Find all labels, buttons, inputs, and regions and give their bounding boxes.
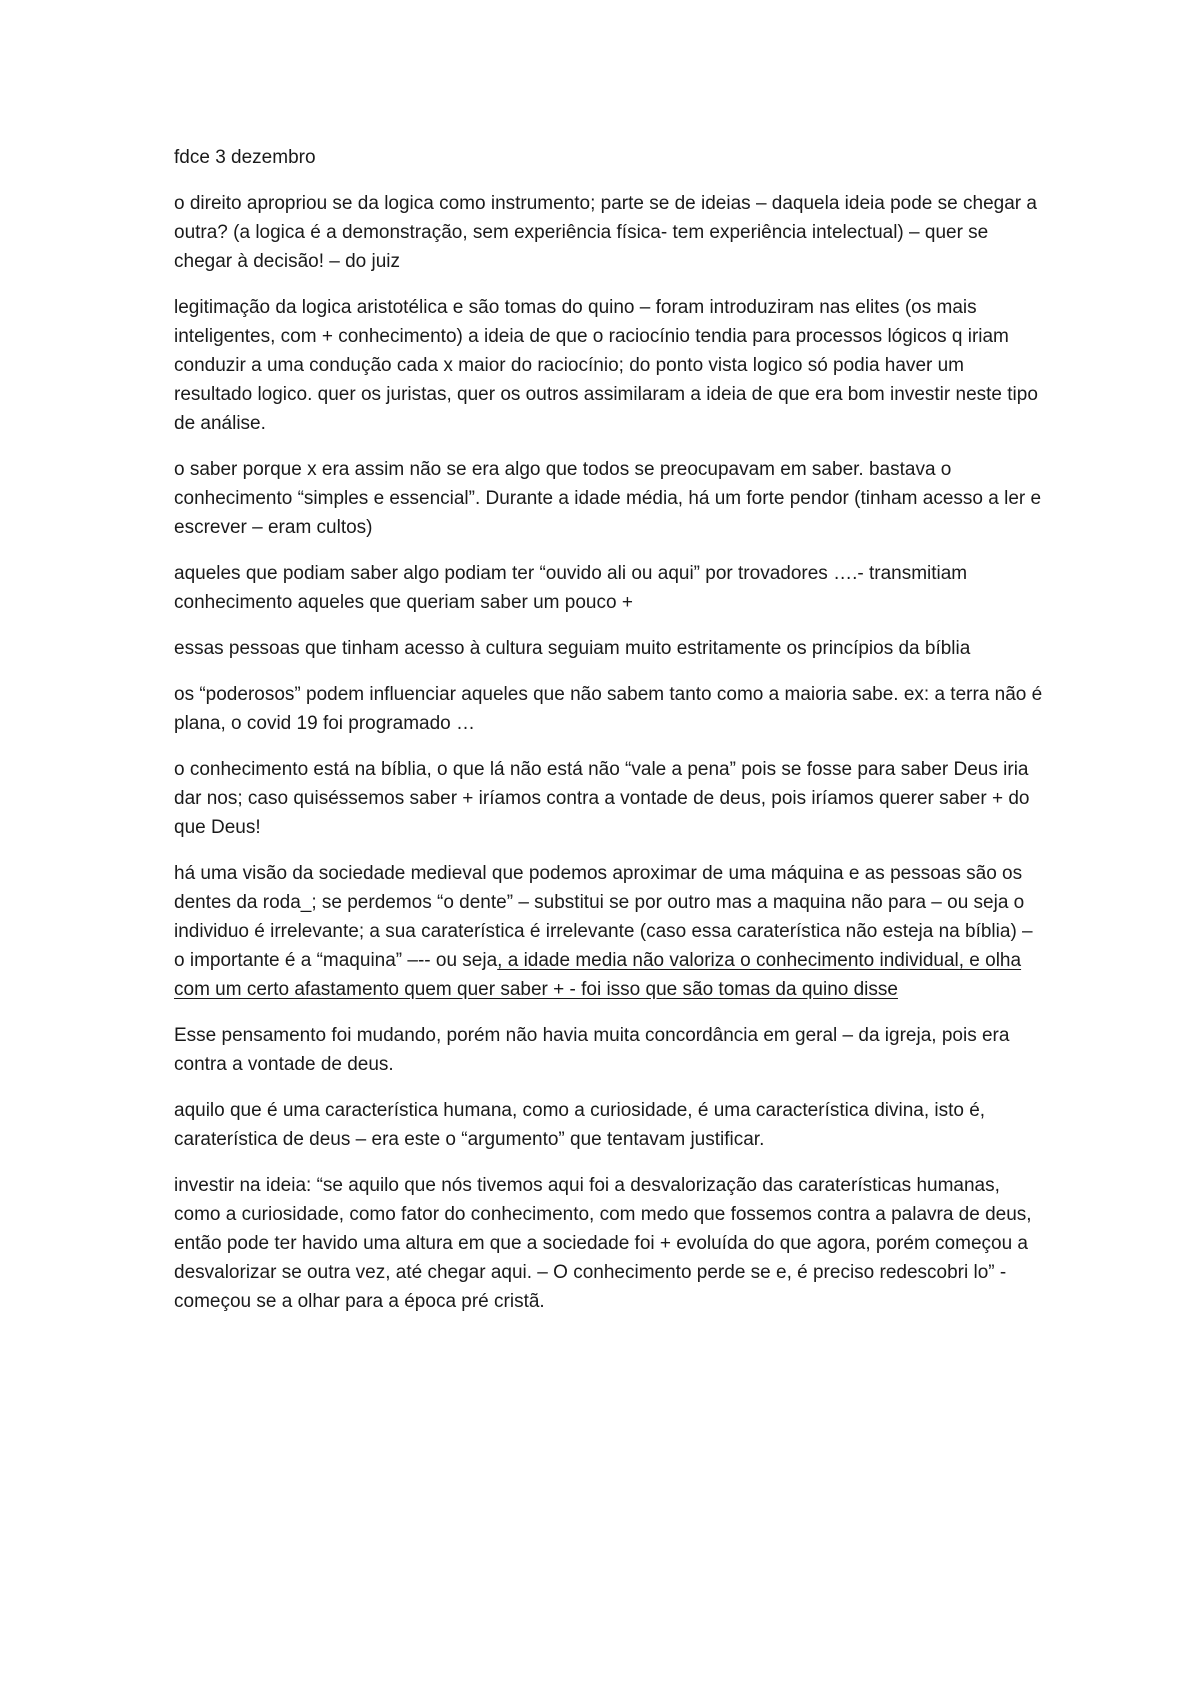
paragraph-knowledge-in-bible: o conhecimento está na bíblia, o que lá não está não “vale a pena” pois se fosse para saber Deus iria dar nos; caso quiséssemos saber + iríamos contra a vontade de deus, pois iríamos querer saber + do que Deus! bbox=[174, 759, 1030, 838]
machine-text-plain: há uma visão da sociedade medieval que podemos aproximar de uma máquina e as pessoas são os dentes da roda_; se perdemos “o dente” – substitui se por outro mas a maquina não para – ou seja o individuo é irrelevante; a sua caraterística é irrelevante (caso essa caraterística não esteja na bíblia) – o importante é a “maquina” –-- ou seja bbox=[174, 863, 1033, 971]
paragraph-invest-in-idea: investir na ideia: “se aquilo que nós tivemos aqui foi a desvalorização das caraterísticas humanas, como a curiosidade, como fator do conhecimento, com medo que fossemos contra a palavra de deus, então pode ter havido uma altura em que a sociedade foi + evoluída do que agora, porém começou a desvalorizar se outra vez, até chegar aqui. – O conhecimento perde se e, é preciso redescobri lo” - começou se a olhar para a época pré cristã. bbox=[174, 1175, 1032, 1312]
paragraph-aristotelian-logic: legitimação da logica aristotélica e são tomas do quino – foram introduziram nas elites (os mais inteligentes, com + conhecimento) a ideia de que o raciocínio tendia para processos lógicos q iriam conduzir a uma condução cada x maior do raciocínio; do ponto vista logico só podia haver um resultado logico. quer os juristas, quer os outros assimilaram a ideia de que era bom investir neste tipo de análise. bbox=[174, 297, 1038, 434]
paragraph-logic-instrument: o direito apropriou se da logica como instrumento; parte se de ideias – daquela ideia pode se chegar a outra? (a logica é a demonstração, sem experiência física- tem experiência intelectual) – quer se chegar à decisão! – do juiz bbox=[174, 193, 1037, 272]
paragraph-bible-principles: essas pessoas que tinham acesso à cultura seguiam muito estritamente os princípios da bíblia bbox=[174, 638, 971, 659]
machine-text-underlined: , a idade media não valoriza o conhecimento individual, e olha com um certo afastamento quem quer saber + - foi isso que são tomas da quino disse bbox=[174, 950, 1022, 1000]
paragraph-thinking-changing: Esse pensamento foi mudando, porém não havia muita concordância em geral – da igreja, pois era contra a vontade de deus. bbox=[174, 1025, 1010, 1075]
paragraph-troubadours: aqueles que podiam saber algo podiam ter “ouvido ali ou aqui” por trovadores ….- transmitiam conhecimento aqueles que queriam saber um pouco + bbox=[174, 563, 968, 613]
paragraph-society-machine bbox=[174, 859, 1044, 1004]
document-body bbox=[174, 143, 1044, 1333]
paragraph-knowledge-middle-ages: o saber porque x era assim não se era algo que todos se preocupavam em saber. bastava o conhecimento “simples e essencial”. Durante a idade média, há um forte pendor (tinham acesso a ler e escrever – eram cultos) bbox=[174, 459, 1042, 538]
document-title: fdce 3 dezembro bbox=[174, 147, 316, 168]
paragraph-divine-characteristic: aquilo que é uma característica humana, como a curiosidade, é uma característica divina, isto é, caraterística de deus – era este o “argumento” que tentavam justificar. bbox=[174, 1100, 986, 1150]
paragraph-powerful-influence: os “poderosos” podem influenciar aqueles que não sabem tanto como a maioria sabe. ex: a terra não é plana, o covid 19 foi programado … bbox=[174, 684, 1043, 734]
